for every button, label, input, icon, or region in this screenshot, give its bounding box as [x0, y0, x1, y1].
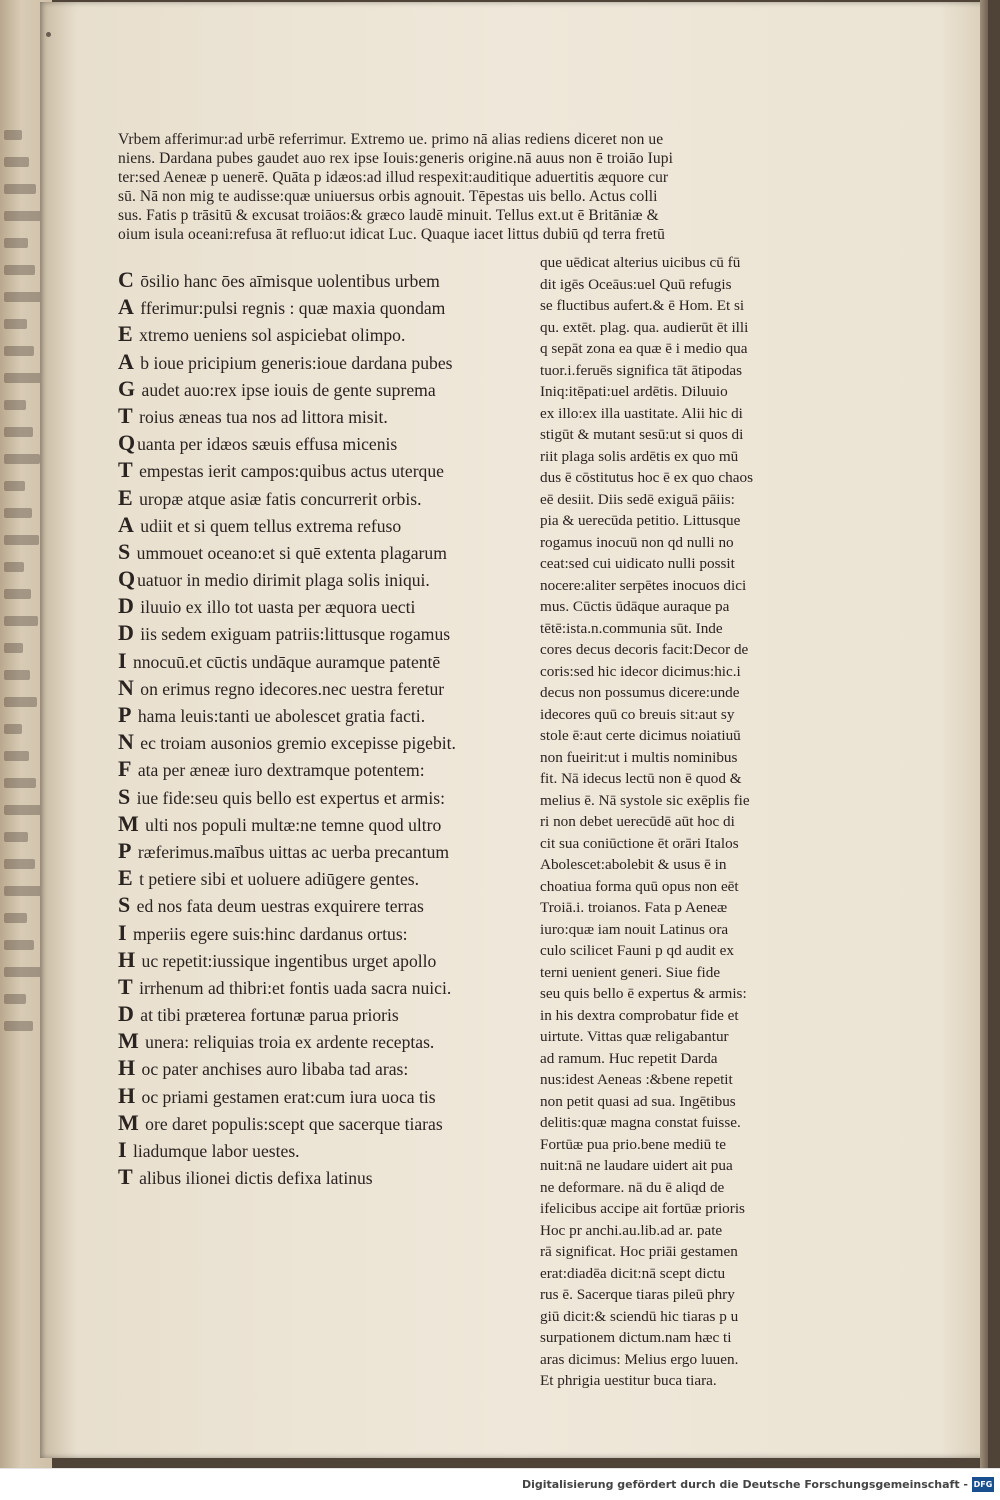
- verse-initial: I: [118, 1137, 127, 1162]
- verse-text: xtremo ueniens sol aspiciebat olimpo.: [134, 325, 406, 346]
- facing-page-text-fragment: [4, 535, 39, 545]
- verse-line: [118, 837, 538, 864]
- verse-line: [118, 973, 538, 1000]
- facing-page-text-fragment: [4, 373, 41, 383]
- verse-text: on erimus regno idecores.nec uestra feretur: [135, 678, 445, 699]
- commentary-line: non fueirit:ut i multis nominibus: [540, 748, 738, 766]
- verse-initial: E: [118, 484, 133, 510]
- verse-line: [118, 864, 538, 891]
- footer-bar: [0, 1468, 1000, 1500]
- verse-line: [118, 1109, 538, 1136]
- header-commentary: [118, 130, 838, 244]
- verse-line: [118, 429, 538, 456]
- commentary-line: ifelicibus accipe ait fortūæ prioris: [540, 1200, 745, 1217]
- facing-page-text-fragment: [4, 751, 29, 761]
- facing-page-text-fragment: [4, 859, 35, 869]
- commentary-line: idecores quū co breuis sit:aut sy: [540, 705, 735, 723]
- verse-line: [118, 783, 538, 810]
- verse-text: uanta per idæos sæuis effusa micenis: [137, 434, 398, 455]
- facing-page-text-fragment: [4, 157, 29, 167]
- facing-page-text-fragment: [4, 211, 43, 221]
- commentary-line: non petit quasi ad sua. Ingētibus: [540, 1092, 736, 1110]
- facing-page-text-fragment: [4, 238, 28, 248]
- verse-initial: H: [118, 946, 136, 972]
- verse-initial: M: [118, 810, 139, 836]
- commentary-line: in his dextra comprobatur fide et: [540, 1006, 739, 1024]
- commentary-line: ex illo:ex illa uastitate. Alii hic di: [540, 404, 743, 422]
- commentary-line: dit igēs Oceāus:uel Quū refugis: [540, 275, 732, 293]
- header-line: sū. Nā non mig te audisse:quæ uniuersus orbis agnouit. Tēpestas uis bello. Actus colli: [118, 188, 658, 205]
- commentary-line: mus. Cūctis ūdāque auraque pa: [540, 598, 730, 615]
- facing-page-text-fragment: [4, 481, 25, 491]
- verse-text: iluuio ex illo tot uasta per æquora uecti: [135, 597, 416, 618]
- commentary-line: culo scilicet Fauni p qd audit ex: [540, 942, 735, 959]
- verse-initial: S: [118, 538, 131, 564]
- verse-text: alibus ilionei dictis defixa latinus: [134, 1168, 373, 1189]
- facing-page-text-fragment: [4, 562, 24, 572]
- commentary-line: q sepāt zona ea quæ ē i medio qua: [540, 340, 748, 357]
- verse-initial: E: [118, 321, 133, 347]
- verse-text: liadumque labor uestes.: [128, 1141, 300, 1161]
- verse-initial: G: [118, 375, 136, 401]
- verse-line: [118, 348, 538, 375]
- commentary-line: cit sua coniūctione ēt orāri Italos: [540, 834, 739, 852]
- verse-initial: S: [118, 892, 131, 918]
- page-spot: [46, 32, 51, 37]
- commentary-line: rā significat. Hoc priāi gestamen: [540, 1243, 738, 1260]
- verse-text: uatuor in medio dirimit plaga solis iniqui.: [137, 570, 430, 591]
- commentary-line: tētē:ista.n.communia sūt. Inde: [540, 619, 723, 637]
- facing-page-text-fragment: [4, 1021, 33, 1031]
- facing-page-text-fragment: [4, 697, 37, 707]
- header-line: ter:sed Aeneæ p uenerē. Quāta p idæos:ad illud respexit:auditique aduertitis æquore cur: [118, 169, 669, 186]
- facing-page-text-fragment: [4, 940, 34, 950]
- verse-line: [118, 511, 538, 538]
- verse-text: hama leuis:tanti ue abolescet gratia facti.: [133, 706, 426, 726]
- header-line: sus. Fatis p trāsitū & excusat troiāos:& græco laudē minuit. Tellus ext.ut ē Britāniæ &: [118, 207, 659, 224]
- commentary-line: ri non debet uerecūdē aūt hoc di: [540, 813, 735, 830]
- commentary-line: Iniq:itēpati:uel ardētis. Diluuio: [540, 383, 728, 400]
- commentary-line: aras dicimus: Melius ergo luuen.: [540, 1350, 739, 1368]
- verse-line: [118, 755, 538, 782]
- facing-page-text-fragment: [4, 346, 34, 356]
- verse-text: at tibi præterea fortunæ parua prioris: [135, 1005, 399, 1026]
- verse-line: [118, 266, 538, 293]
- verse-text: fferimur:pulsi regnis : quæ maxia quondam: [135, 298, 446, 319]
- verse-line: [118, 891, 538, 918]
- facing-page-text-fragment: [4, 427, 33, 437]
- verse-initial: C: [118, 267, 134, 292]
- commentary-line: nus:idest Aeneas :&bene repetit: [540, 1071, 733, 1088]
- verse-line: [118, 484, 538, 511]
- commentary-line: delitis:quæ magna constat fuisse.: [540, 1114, 741, 1131]
- commentary-line: Et phrigia uestitur buca tiara.: [540, 1372, 717, 1389]
- verse-line: [118, 1000, 538, 1027]
- verse-text: roius æneas tua nos ad littora misit.: [134, 406, 388, 427]
- commentary-line: Fortūæ pua prio.bene mediū te: [540, 1135, 727, 1153]
- verse-initial: T: [118, 1164, 133, 1190]
- verse-initial: T: [118, 402, 133, 428]
- verse-initial: D: [118, 620, 134, 646]
- commentary-line: stole ē:aut certe dicimus noiatiuū: [540, 727, 741, 744]
- commentary-line: ceat:sed cui uidicato nulli possit: [540, 555, 735, 572]
- verse-text: udiit et si quem tellus extrema refuso: [135, 515, 402, 536]
- facing-page-text-fragment: [4, 265, 35, 275]
- verse-column: [118, 266, 538, 1190]
- verse-line: [118, 293, 538, 320]
- verse-initial: A: [118, 294, 134, 320]
- verse-line: [118, 728, 538, 755]
- verse-initial: T: [118, 973, 133, 999]
- commentary-line: rus ē. Sacerque tiaras pileū phry: [540, 1286, 735, 1303]
- verse-line: [118, 375, 538, 402]
- verse-line: [118, 674, 538, 701]
- verse-line: [118, 592, 538, 619]
- commentary-line: rogamus inocuū non qd nulli no: [540, 533, 734, 551]
- verse-text: ummouet oceano:et si quē extenta plagarum: [132, 542, 447, 563]
- verse-text: nnocuū.et cūctis undāque auramque patentē: [128, 651, 441, 672]
- verse-initial: P: [118, 837, 132, 863]
- commentary-line: erat:diadēa dicit:nā scept dictu: [540, 1264, 726, 1282]
- verse-text: uc repetit:iussique ingentibus urget apollo: [137, 950, 437, 971]
- facing-page-text-fragment: [4, 643, 23, 653]
- page-stack-edge: [980, 0, 988, 1468]
- facing-page-text-fragment: [4, 319, 27, 329]
- verse-line: [118, 402, 538, 429]
- verse-initial: H: [118, 1082, 136, 1108]
- verse-initial: P: [118, 702, 132, 727]
- verse-line: [118, 456, 538, 483]
- commentary-line: nuit:nā ne laudare uidert ait pua: [540, 1157, 733, 1174]
- commentary-line: choatiua forma quū opus non eēt: [540, 877, 739, 895]
- commentary-line: que uēdicat alterius uicibus cū fū: [540, 254, 741, 271]
- verse-initial: N: [118, 729, 134, 755]
- commentary-line: uirtute. Vittas quæ religabantur: [540, 1028, 729, 1045]
- commentary-line: eē desiit. Diis sedē exiguā pāiis:: [540, 490, 735, 508]
- verse-line: [118, 701, 538, 728]
- commentary-line: stigūt & mutant sesū:ut si quos di: [540, 426, 744, 443]
- verse-initial: A: [118, 348, 134, 374]
- facing-page-text-fragment: [4, 184, 36, 194]
- verse-initial: D: [118, 1001, 134, 1027]
- verse-line: [118, 320, 538, 347]
- header-line: oium isula oceani:refusa āt refluo:ut idicat Luc. Quaque iacet littus dubiū qd terra fretū: [118, 226, 666, 243]
- verse-text: uropæ atque asiæ fatis concurrerit orbis.: [134, 488, 422, 509]
- commentary-line: nocere:aliter serpētes inocuos dici: [540, 576, 747, 594]
- footer-credit: Digitalisierung gefördert durch die Deutsche Forschungsgemeinschaft -: [521, 1478, 968, 1491]
- commentary-line: seu quis bello ē expertus & armis:: [540, 985, 747, 1002]
- verse-line: [118, 619, 538, 646]
- header-line: niens. Dardana pubes gaudet auo rex ipse Iouis:generis origine.nā auus non ē troiāo Iupi: [118, 150, 674, 167]
- facing-page-text-fragment: [4, 967, 41, 977]
- verse-initial: S: [118, 783, 131, 809]
- verse-initial: Q: [118, 430, 136, 456]
- verse-text: empestas ierit campos:quibus actus uterque: [134, 461, 444, 482]
- facing-page-text-fragment: [4, 670, 30, 680]
- verse-line: [118, 1136, 538, 1163]
- facing-page-text-fragment: [4, 616, 38, 626]
- verse-text: audet auo:rex ipse iouis de gente suprema: [137, 379, 436, 400]
- verse-line: [118, 1027, 538, 1054]
- verse-initial: N: [118, 674, 134, 700]
- verse-initial: E: [118, 865, 133, 891]
- facing-page-text-fragment: [4, 778, 36, 788]
- verse-text: b ioue pricipium generis:ioue dardana pubes: [135, 352, 453, 373]
- commentary-line: Troiā.i. troianos. Fata p Aeneæ: [540, 899, 728, 916]
- verse-line: [118, 1082, 538, 1109]
- verse-line: [118, 919, 538, 946]
- verse-text: oc priami gestamen erat:cum iura uoca tis: [137, 1086, 436, 1107]
- commentary-line: fit. Nā idecus lectū non ē quod &: [540, 770, 742, 787]
- facing-page-text-fragment: [4, 589, 31, 599]
- header-line: Vrbem afferimur:ad urbē referrimur. Extremo ue. primo nā alias rediens diceret non ue: [118, 131, 664, 148]
- verse-initial: H: [118, 1055, 136, 1081]
- commentary-line: coris:sed hic idecor dicimus:hic.i: [540, 662, 741, 680]
- verse-text: ulti nos populi multæ:ne temne quod ultro: [140, 814, 442, 835]
- commentary-line: pia & uerecūda petitio. Littusque: [540, 512, 741, 529]
- facing-page-text-fragment: [4, 508, 32, 518]
- verse-text: unera: reliquias troia ex ardente receptas.: [140, 1032, 435, 1053]
- verse-initial: T: [118, 457, 133, 483]
- commentary-line: surpationem dictum.nam hæc ti: [540, 1329, 732, 1346]
- verse-text: ore daret populis:scept que sacerque tiaras: [140, 1113, 443, 1134]
- facing-page-text-fragment: [4, 400, 26, 410]
- commentary-line: qu. extēt. plag. qua. audierūt ēt illi: [540, 318, 749, 336]
- facing-page-text-fragment: [4, 886, 42, 896]
- verse-initial: M: [118, 1028, 139, 1054]
- commentary-line: terni uenient generi. Siue fide: [540, 963, 721, 981]
- facing-page-text-fragment: [4, 292, 42, 302]
- commentary-column: [540, 252, 830, 1392]
- facing-page-text-fragment: [4, 130, 22, 140]
- verse-initial: A: [118, 511, 134, 537]
- verse-line: [118, 647, 538, 674]
- commentary-line: decus non possumus dicere:unde: [540, 684, 740, 701]
- verse-initial: F: [118, 756, 132, 782]
- dfg-logo: DFG: [972, 1477, 994, 1492]
- facing-page-text-fragment: [4, 913, 27, 923]
- verse-line: [118, 1163, 538, 1190]
- commentary-line: dus ē cōstitutus hoc ē ex quo chaos: [540, 469, 754, 486]
- commentary-line: giū dicit:& sciendū hic tiaras p u: [540, 1307, 739, 1325]
- commentary-line: riit plaga solis ardētis ex quo mū: [540, 447, 739, 465]
- verse-line: [118, 946, 538, 973]
- commentary-line: cores decus decoris facit:Decor de: [540, 641, 749, 658]
- commentary-line: melius ē. Nā systole sic exēplis fie: [540, 791, 750, 809]
- verse-text: ata per æneæ iuro dextramque potentem:: [133, 760, 425, 781]
- verse-initial: Q: [118, 566, 136, 592]
- verse-line: [118, 810, 538, 837]
- verse-initial: I: [118, 647, 127, 673]
- verse-text: ōsilio hanc ōes aīmisque uolentibus urbem: [135, 271, 440, 291]
- verse-line: [118, 1054, 538, 1081]
- verse-text: iis sedem exiguam patriis:littusque rogamus: [135, 624, 451, 645]
- commentary-line: se fluctibus aufert.& ē Hom. Et si: [540, 297, 745, 314]
- commentary-line: tuor.i.feruēs significa tāt ātipodas: [540, 361, 743, 379]
- commentary-line: Hoc pr anchi.au.lib.ad ar. pate: [540, 1221, 723, 1239]
- verse-text: iue fide:seu quis bello est expertus et armis:: [132, 787, 445, 808]
- facing-page-text-fragment: [4, 454, 40, 464]
- facing-page-text-fragment: [4, 832, 28, 842]
- verse-line: [118, 538, 538, 565]
- verse-text: irrhenum ad thibri:et fontis uada sacra nuici.: [134, 977, 452, 998]
- verse-text: ed nos fata deum uestras exquirere terras: [132, 896, 424, 917]
- verse-text: mperiis egere suis:hinc dardanus ortus:: [128, 923, 408, 944]
- commentary-line: ne deformare. nā du ē aliqd de: [540, 1178, 725, 1196]
- verse-text: t petiere sibi et uoluere adiūgere gentes.: [134, 869, 420, 890]
- facing-page-text-fragment: [4, 994, 26, 1004]
- commentary-line: iuro:quæ iam nouit Latinus ora: [540, 920, 729, 938]
- facing-page-text-fragment: [4, 805, 43, 815]
- commentary-line: Abolescet:abolebit & usus ē in: [540, 856, 727, 873]
- verse-line: [118, 565, 538, 592]
- verse-initial: I: [118, 919, 127, 945]
- verse-text: ræferimus.maībus uittas ac uerba precantum: [133, 841, 450, 862]
- verse-text: ec troiam ausonios gremio excepisse pigebit.: [135, 733, 456, 754]
- verse-initial: D: [118, 593, 134, 619]
- verse-initial: M: [118, 1109, 139, 1135]
- commentary-line: ad ramum. Huc repetit Darda: [540, 1049, 718, 1067]
- verse-text: oc pater anchises auro libaba tad aras:: [137, 1059, 409, 1080]
- facing-page-text-fragment: [4, 724, 22, 734]
